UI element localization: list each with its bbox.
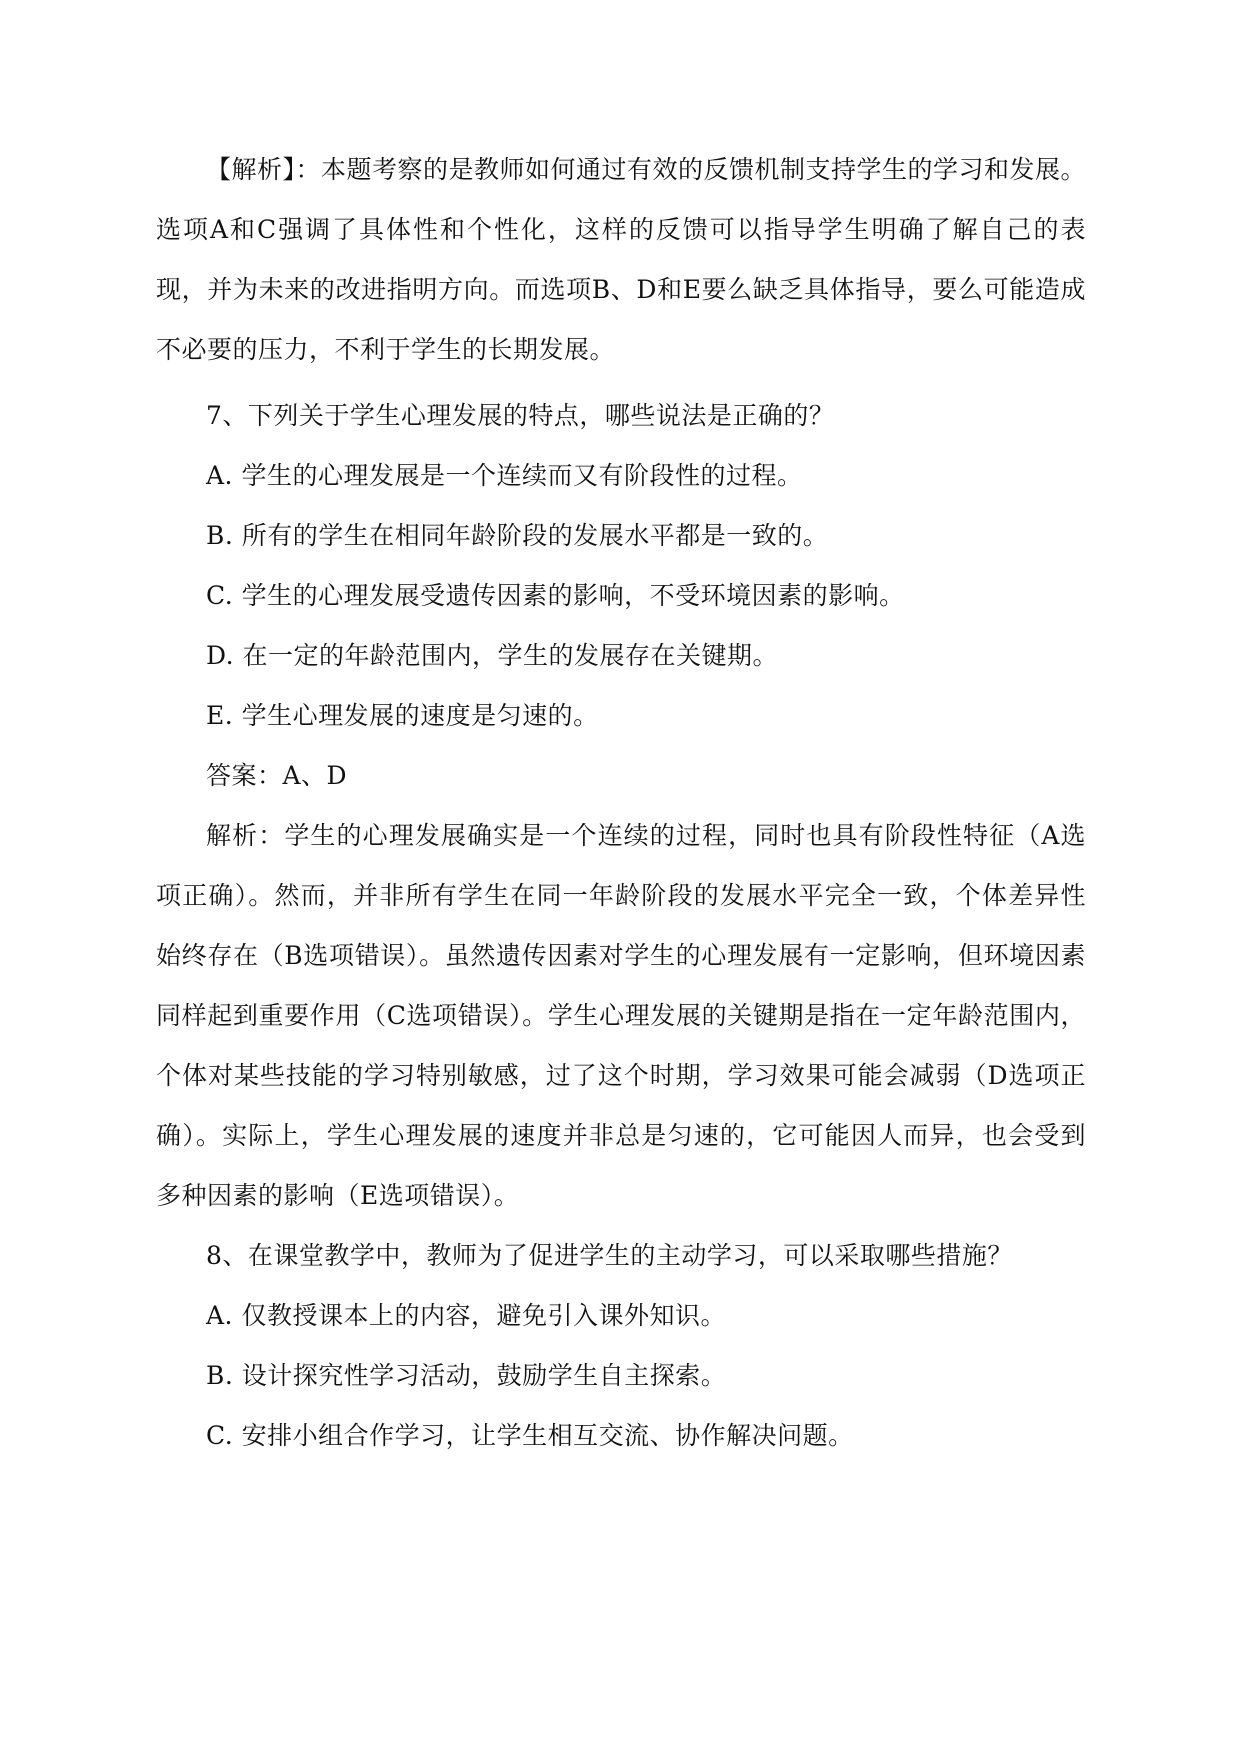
- question-7-analysis: 解析：学生的心理发展确实是一个连续的过程，同时也具有阶段性特征（A选项正确）。然而，并非所有学生在同一年龄阶段的发展水平完全一致，个体差异性始终存在（B选项错误）。虽然遗传因素对学生的心理发展有一定影响，但环境因素同样起到重要作用（C选项错误）。学生心理发展的关键期是指在一定年龄范围内，个体对某些技能的学习特别敏感，过了这个时期，学习效果可能会减弱（D选项正确）。实际上，学生心理发展的速度并非总是匀速的，它可能因人而异，也会受到多种因素的影响（E选项错误）。: [156, 821, 1086, 1210]
- question-7-option-a: A. 学生的心理发展是一个连续而又有阶段性的过程。: [206, 461, 803, 490]
- question-8-option-b: B. 设计探究性学习活动，鼓励学生自主探索。: [206, 1361, 727, 1390]
- previous-analysis-paragraph: 【解析】：本题考察的是教师如何通过有效的反馈机制支持学生的学习和发展。选项A和C强调了具体性和个性化，这样的反馈可以指导学生明确了解自己的表现，并为未来的改进指明方向。而选项B、D和E要么缺乏具体指导，要么可能造成不必要的压力，不利于学生的长期发展。: [156, 155, 1087, 364]
- question-8-option-c: C. 安排小组合作学习，让学生相互交流、协作解决问题。: [206, 1421, 854, 1450]
- question-7-option-d: D. 在一定的年龄范围内，学生的发展存在关键期。: [206, 641, 779, 670]
- question-7-stem: 7、下列关于学生心理发展的特点，哪些说法是正确的？: [206, 401, 835, 430]
- question-8-stem: 8、在课堂教学中，教师为了促进学生的主动学习，可以采取哪些措施？: [206, 1241, 1013, 1270]
- question-7-option-e: E. 学生心理发展的速度是匀速的。: [206, 701, 599, 730]
- question-7-answer: 答案：A、D: [206, 761, 348, 790]
- question-7-option-c: C. 学生的心理发展受遗传因素的影响，不受环境因素的影响。: [206, 581, 905, 610]
- question-7-option-b: B. 所有的学生在相同年龄阶段的发展水平都是一致的。: [206, 521, 829, 550]
- question-8-option-a: A. 仅教授课本上的内容，避免引入课外知识。: [206, 1301, 726, 1330]
- document-content: [156, 140, 1086, 1466]
